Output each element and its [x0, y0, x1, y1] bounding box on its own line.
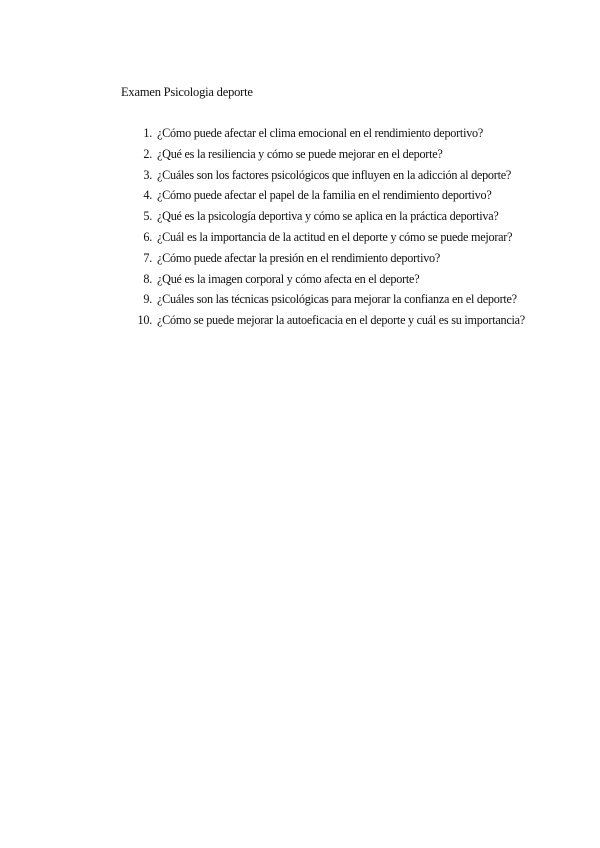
question-number: 10.	[137, 313, 152, 328]
question-number: 8.	[143, 271, 152, 286]
question-number: 7.	[143, 250, 152, 265]
question-item	[0, 251, 600, 272]
question-item	[0, 230, 600, 251]
question-text: ¿Cómo puede afectar el clima emocional en el rendimiento deportivo?	[157, 126, 484, 140]
question-text: ¿Qué es la resiliencia y cómo se puede mejorar en el deporte?	[157, 146, 443, 161]
question-number: 9.	[143, 292, 152, 307]
question-number: 5.	[143, 209, 152, 224]
question-number: 6.	[143, 229, 152, 244]
question-item	[0, 126, 600, 147]
question-text: ¿Qué es la psicología deportiva y cómo se aplica en la práctica deportiva?	[157, 209, 499, 224]
question-number: 4.	[143, 188, 152, 203]
document-title: Examen Psicologia deporte	[121, 85, 253, 99]
question-text: ¿Cómo puede afectar el papel de la familia en el rendimiento deportivo?	[157, 188, 492, 203]
question-text: ¿Qué es la imagen corporal y cómo afecta en el deporte?	[157, 271, 420, 286]
question-text: ¿Cuáles son los factores psicológicos que influyen en la adicción al deporte?	[157, 167, 512, 182]
question-number: 2.	[143, 146, 152, 161]
question-text: ¿Cuáles son las técnicas psicológicas para mejorar la confianza en el deporte?	[157, 292, 517, 307]
question-item	[0, 209, 600, 230]
question-text: ¿Cómo se puede mejorar la autoeficacia en el deporte y cuál es su importancia?	[157, 313, 525, 328]
question-item	[0, 188, 600, 209]
question-item	[0, 313, 600, 334]
question-number: 1.	[143, 126, 152, 140]
question-text: ¿Cómo puede afectar la presión en el rendimiento deportivo?	[157, 250, 441, 265]
question-item	[0, 292, 600, 313]
question-item	[0, 168, 600, 189]
question-number: 3.	[143, 167, 152, 182]
question-text: ¿Cuál es la importancia de la actitud en el deporte y cómo se puede mejorar?	[157, 229, 513, 244]
question-item	[0, 272, 600, 293]
question-list	[0, 126, 600, 334]
question-item	[0, 147, 600, 168]
